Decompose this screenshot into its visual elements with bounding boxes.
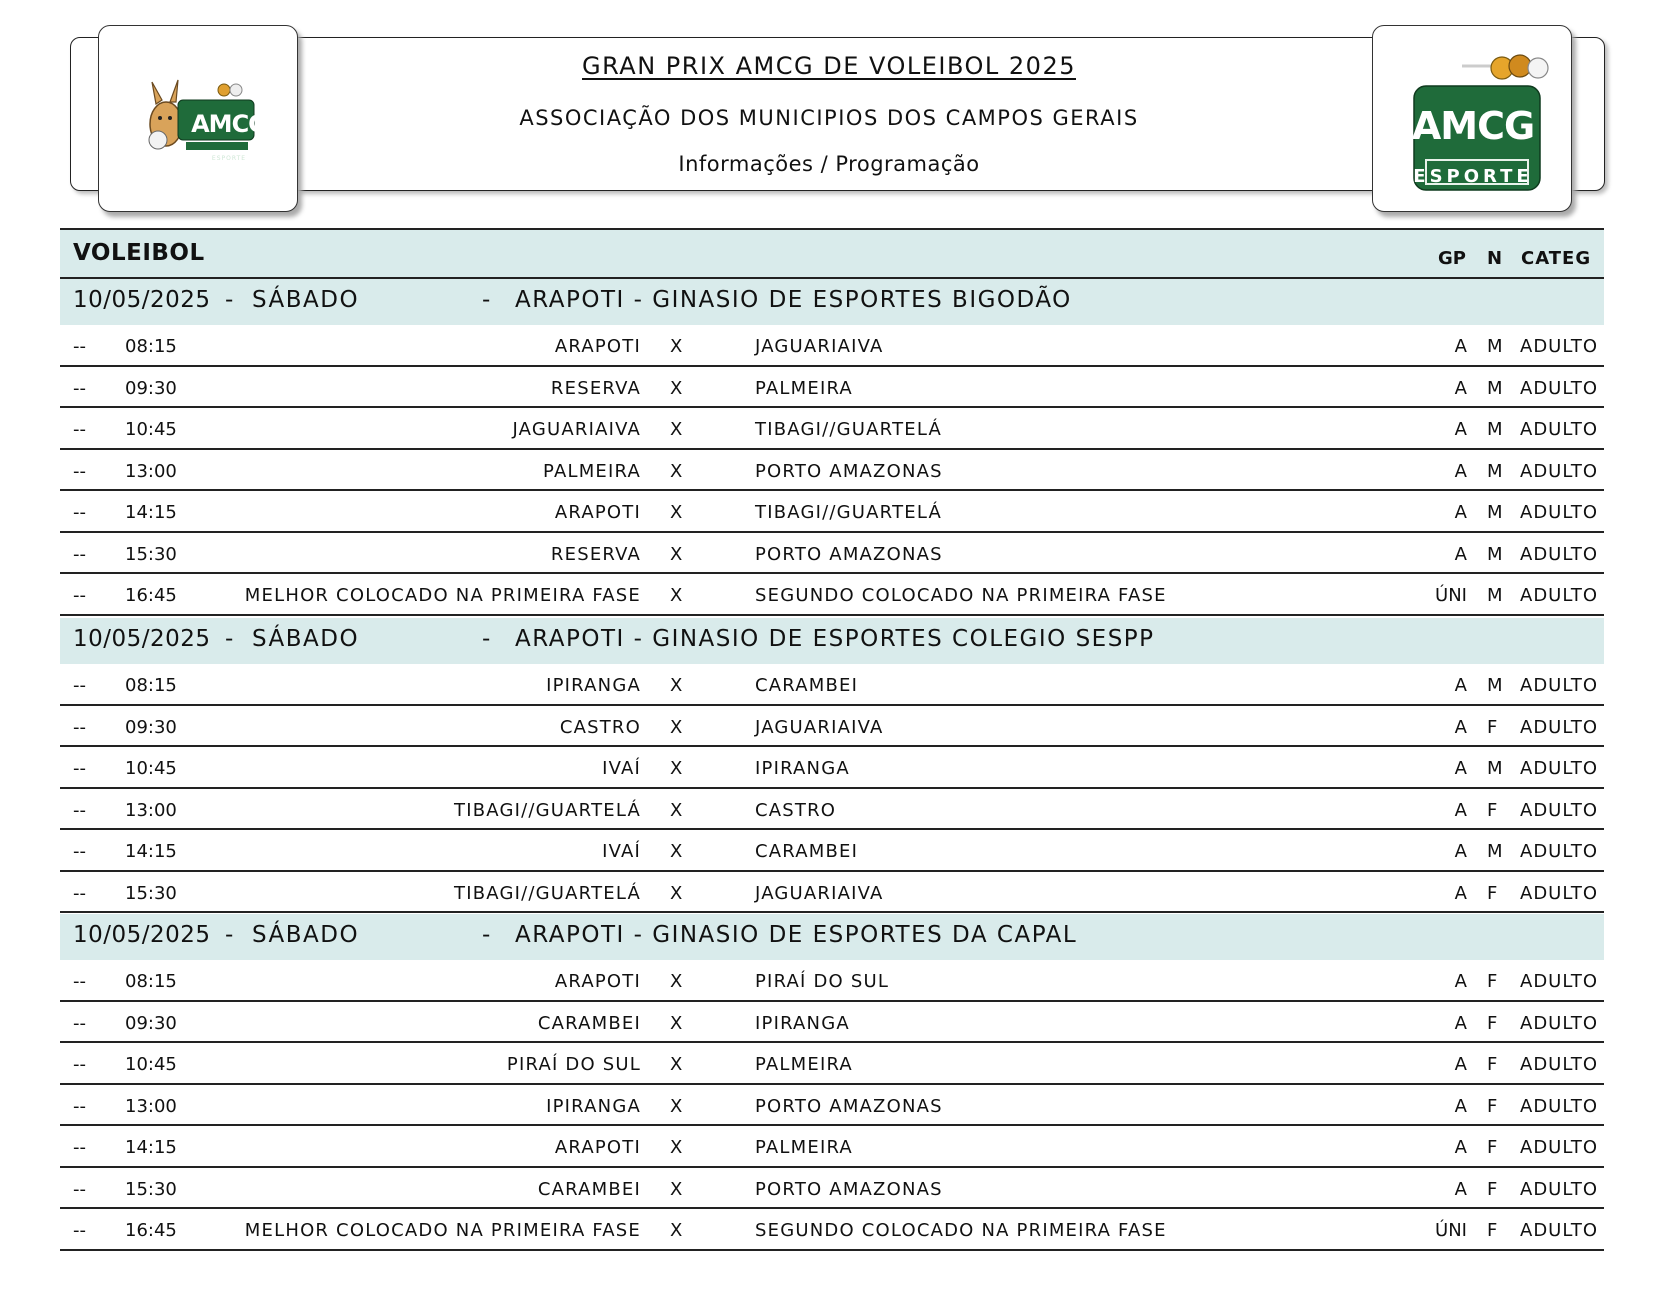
table-row — [60, 574, 1604, 616]
game-time: 09:30 — [125, 716, 177, 738]
game-time: 16:45 — [125, 585, 177, 606]
game-gender: F — [1487, 1137, 1499, 1158]
game-category: ADULTO — [1520, 675, 1599, 696]
home-team: ARAPOTI — [554, 336, 641, 357]
game-gender: F — [1487, 799, 1499, 821]
row-marker: -- — [73, 758, 86, 779]
versus-mark: X — [670, 460, 684, 482]
home-team: ARAPOTI — [554, 502, 641, 523]
schedule-section — [60, 914, 1604, 1251]
game-phase: A — [1454, 882, 1467, 904]
game-phase: A — [1454, 336, 1467, 357]
away-team: JAGUARIAIVA — [755, 716, 884, 738]
row-marker: -- — [73, 543, 86, 565]
game-category: ADULTO — [1520, 1137, 1599, 1158]
row-marker: -- — [73, 336, 86, 357]
game-time: 16:45 — [125, 1220, 177, 1241]
game-category: ADULTO — [1520, 716, 1599, 738]
versus-mark: X — [670, 1054, 684, 1075]
game-gender: M — [1487, 502, 1504, 523]
table-row — [60, 367, 1604, 409]
versus-mark: X — [670, 336, 684, 357]
game-gender: M — [1487, 543, 1504, 565]
game-time: 15:30 — [125, 882, 177, 904]
game-time: 13:00 — [125, 799, 177, 821]
section-venue: ARAPOTI - GINASIO DE ESPORTES BIGODÃO — [515, 287, 1072, 313]
game-phase: A — [1454, 377, 1467, 399]
game-gender: M — [1487, 419, 1504, 440]
section-separator: - — [482, 922, 492, 948]
row-marker: -- — [73, 1095, 86, 1117]
home-team: RESERVA — [550, 543, 641, 565]
home-team: ARAPOTI — [554, 971, 641, 992]
section-day: SÁBADO — [252, 287, 360, 313]
game-category: ADULTO — [1520, 971, 1599, 992]
game-time: 15:30 — [125, 1178, 177, 1200]
game-time: 10:45 — [125, 758, 177, 779]
game-time: 13:00 — [125, 1095, 177, 1117]
game-time: 13:00 — [125, 460, 177, 482]
game-phase: A — [1454, 1054, 1467, 1075]
away-team: JAGUARIAIVA — [755, 336, 884, 357]
table-row — [60, 830, 1604, 872]
section-header — [60, 618, 1604, 664]
row-marker: -- — [73, 1137, 86, 1158]
section-day: SÁBADO — [252, 626, 360, 652]
game-phase: A — [1454, 419, 1467, 440]
home-team: TIBAGI//GUARTELÁ — [454, 799, 641, 821]
section-venue: ARAPOTI - GINASIO DE ESPORTES DA CAPAL — [515, 922, 1078, 948]
game-time: 14:15 — [125, 841, 177, 862]
home-team: PALMEIRA — [543, 460, 641, 482]
row-marker: -- — [73, 1012, 86, 1034]
away-team: PALMEIRA — [755, 1137, 853, 1158]
away-team: CARAMBEI — [755, 841, 859, 862]
game-phase: A — [1454, 758, 1467, 779]
section-separator: - — [482, 287, 492, 313]
section-date: 10/05/2025 — [73, 922, 211, 948]
home-team: TIBAGI//GUARTELÁ — [454, 882, 641, 904]
away-team: IPIRANGA — [755, 758, 850, 779]
row-marker: -- — [73, 1054, 86, 1075]
table-row — [60, 747, 1604, 789]
game-phase: A — [1454, 841, 1467, 862]
game-gender: F — [1487, 1095, 1499, 1117]
row-marker: -- — [73, 716, 86, 738]
away-team: PORTO AMAZONAS — [755, 1095, 943, 1117]
game-category: ADULTO — [1520, 758, 1599, 779]
versus-mark: X — [670, 758, 684, 779]
table-row — [60, 1126, 1604, 1168]
game-gender: M — [1487, 336, 1504, 357]
section-date: 10/05/2025 — [73, 287, 211, 313]
game-time: 09:30 — [125, 377, 177, 399]
section-separator: - — [482, 626, 492, 652]
game-gender: M — [1487, 377, 1504, 399]
versus-mark: X — [670, 675, 684, 696]
away-team: PALMEIRA — [755, 377, 853, 399]
table-column-header — [60, 228, 1604, 279]
table-row — [60, 960, 1604, 1002]
versus-mark: X — [670, 502, 684, 523]
table-row — [60, 408, 1604, 450]
game-phase: A — [1454, 675, 1467, 696]
away-team: PORTO AMAZONAS — [755, 460, 943, 482]
game-category: ADULTO — [1520, 460, 1599, 482]
game-time: 09:30 — [125, 1012, 177, 1034]
home-team: ARAPOTI — [554, 1137, 641, 1158]
table-row — [60, 450, 1604, 492]
game-category: ADULTO — [1520, 1220, 1599, 1241]
away-team: PIRAÍ DO SUL — [755, 971, 890, 992]
game-category: ADULTO — [1520, 543, 1599, 565]
section-header — [60, 914, 1604, 960]
versus-mark: X — [670, 841, 684, 862]
section-separator: - — [225, 287, 235, 313]
table-row — [60, 1043, 1604, 1085]
versus-mark: X — [670, 882, 684, 904]
game-gender: F — [1487, 882, 1499, 904]
away-team: TIBAGI//GUARTELÁ — [755, 419, 942, 440]
home-team: CASTRO — [559, 716, 641, 738]
away-team: SEGUNDO COLOCADO NA PRIMEIRA FASE — [755, 1220, 1167, 1241]
game-gender: F — [1487, 1220, 1499, 1241]
game-time: 10:45 — [125, 1054, 177, 1075]
home-team: IPIRANGA — [546, 1095, 641, 1117]
versus-mark: X — [670, 585, 684, 606]
away-team: PORTO AMAZONAS — [755, 1178, 943, 1200]
away-team: JAGUARIAIVA — [755, 882, 884, 904]
row-marker: -- — [73, 675, 86, 696]
game-category: ADULTO — [1520, 502, 1599, 523]
game-time: 14:15 — [125, 502, 177, 523]
game-phase: A — [1454, 543, 1467, 565]
table-row — [60, 533, 1604, 575]
page-subtitle: ASSOCIAÇÃO DOS MUNICIPIOS DOS CAMPOS GERAIS — [519, 106, 1139, 130]
home-team: IVAÍ — [602, 758, 641, 779]
row-marker: -- — [73, 502, 86, 523]
schedule-section — [60, 279, 1604, 616]
game-category: ADULTO — [1520, 377, 1599, 399]
game-gender: F — [1487, 971, 1499, 992]
table-row — [60, 491, 1604, 533]
logo-left — [98, 25, 298, 212]
game-gender: F — [1487, 1054, 1499, 1075]
table-row — [60, 706, 1604, 748]
game-time: 08:15 — [125, 971, 177, 992]
row-marker: -- — [73, 882, 86, 904]
row-marker: -- — [73, 841, 86, 862]
column-gp: GP — [1438, 248, 1466, 269]
away-team: TIBAGI//GUARTELÁ — [755, 502, 942, 523]
away-team: CARAMBEI — [755, 675, 859, 696]
game-phase: A — [1454, 502, 1467, 523]
column-categ: CATEG — [1521, 248, 1592, 269]
home-team: IVAÍ — [602, 841, 641, 862]
game-phase: ÚNI — [1435, 1220, 1467, 1241]
game-category: ADULTO — [1520, 799, 1599, 821]
game-time: 15:30 — [125, 543, 177, 565]
logo-right-wordmark: AMCG — [1411, 104, 1535, 148]
logo-right — [1372, 25, 1572, 212]
home-team: MELHOR COLOCADO NA PRIMEIRA FASE — [244, 585, 641, 606]
away-team: SEGUNDO COLOCADO NA PRIMEIRA FASE — [755, 585, 1167, 606]
game-gender: M — [1487, 460, 1504, 482]
game-category: ADULTO — [1520, 1178, 1599, 1200]
game-time: 14:15 — [125, 1137, 177, 1158]
game-gender: M — [1487, 841, 1504, 862]
home-team: CARAMBEI — [537, 1178, 641, 1200]
section-separator: - — [225, 922, 235, 948]
game-phase: A — [1454, 1012, 1467, 1034]
versus-mark: X — [670, 716, 684, 738]
row-marker: -- — [73, 460, 86, 482]
game-category: ADULTO — [1520, 336, 1599, 357]
game-phase: A — [1454, 716, 1467, 738]
table-row — [60, 789, 1604, 831]
versus-mark: X — [670, 1178, 684, 1200]
home-team: PIRAÍ DO SUL — [506, 1054, 641, 1075]
page-title: GRAN PRIX AMCG DE VOLEIBOL 2025 — [582, 52, 1076, 80]
section-header — [60, 279, 1604, 325]
game-category: ADULTO — [1520, 1012, 1599, 1034]
game-category: ADULTO — [1520, 419, 1599, 440]
column-n: N — [1487, 248, 1503, 269]
row-marker: -- — [73, 1178, 86, 1200]
versus-mark: X — [670, 1137, 684, 1158]
game-category: ADULTO — [1520, 841, 1599, 862]
table-row — [60, 872, 1604, 914]
game-phase: A — [1454, 799, 1467, 821]
home-team: JAGUARIAIVA — [512, 419, 641, 440]
game-category: ADULTO — [1520, 1095, 1599, 1117]
versus-mark: X — [670, 799, 684, 821]
game-category: ADULTO — [1520, 882, 1599, 904]
table-row — [60, 1085, 1604, 1127]
game-category: ADULTO — [1520, 585, 1599, 606]
versus-mark: X — [670, 1220, 684, 1241]
row-marker: -- — [73, 419, 86, 440]
schedule-section — [60, 618, 1604, 913]
logo-left-subtext: ESPORTE — [211, 155, 247, 162]
row-marker: -- — [73, 1220, 86, 1241]
home-team: RESERVA — [550, 377, 641, 399]
row-marker: -- — [73, 971, 86, 992]
section-day: SÁBADO — [252, 922, 360, 948]
game-gender: F — [1487, 1012, 1499, 1034]
away-team: PALMEIRA — [755, 1054, 853, 1075]
logo-right-subtext: ESPORTE — [1413, 166, 1533, 187]
game-phase: A — [1454, 460, 1467, 482]
table-row — [60, 325, 1604, 367]
away-team: PORTO AMAZONAS — [755, 543, 943, 565]
home-team: IPIRANGA — [546, 675, 641, 696]
versus-mark: X — [670, 377, 684, 399]
game-category: ADULTO — [1520, 1054, 1599, 1075]
versus-mark: X — [670, 543, 684, 565]
game-time: 08:15 — [125, 336, 177, 357]
game-phase: A — [1454, 1137, 1467, 1158]
row-marker: -- — [73, 799, 86, 821]
game-time: 08:15 — [125, 675, 177, 696]
game-gender: M — [1487, 585, 1504, 606]
game-gender: F — [1487, 716, 1499, 738]
page-info: Informações / Programação — [678, 152, 980, 176]
game-phase: ÚNI — [1435, 585, 1467, 606]
logo-left-wordmark: AMCG — [191, 110, 267, 138]
away-team: CASTRO — [755, 799, 837, 821]
versus-mark: X — [670, 419, 684, 440]
game-gender: M — [1487, 758, 1504, 779]
versus-mark: X — [670, 1012, 684, 1034]
game-time: 10:45 — [125, 419, 177, 440]
row-marker: -- — [73, 377, 86, 399]
game-phase: A — [1454, 971, 1467, 992]
game-gender: M — [1487, 675, 1504, 696]
versus-mark: X — [670, 1095, 684, 1117]
home-team: CARAMBEI — [537, 1012, 641, 1034]
home-team: MELHOR COLOCADO NA PRIMEIRA FASE — [244, 1220, 641, 1241]
game-gender: F — [1487, 1178, 1499, 1200]
game-phase: A — [1454, 1095, 1467, 1117]
game-phase: A — [1454, 1178, 1467, 1200]
sport-label: VOLEIBOL — [73, 240, 205, 266]
section-date: 10/05/2025 — [73, 626, 211, 652]
away-team: IPIRANGA — [755, 1012, 850, 1034]
versus-mark: X — [670, 971, 684, 992]
table-row — [60, 1002, 1604, 1044]
section-venue: ARAPOTI - GINASIO DE ESPORTES COLEGIO SESPP — [515, 626, 1155, 652]
table-row — [60, 1168, 1604, 1210]
table-row — [60, 664, 1604, 706]
row-marker: -- — [73, 585, 86, 606]
section-separator: - — [225, 626, 235, 652]
table-row — [60, 1209, 1604, 1251]
